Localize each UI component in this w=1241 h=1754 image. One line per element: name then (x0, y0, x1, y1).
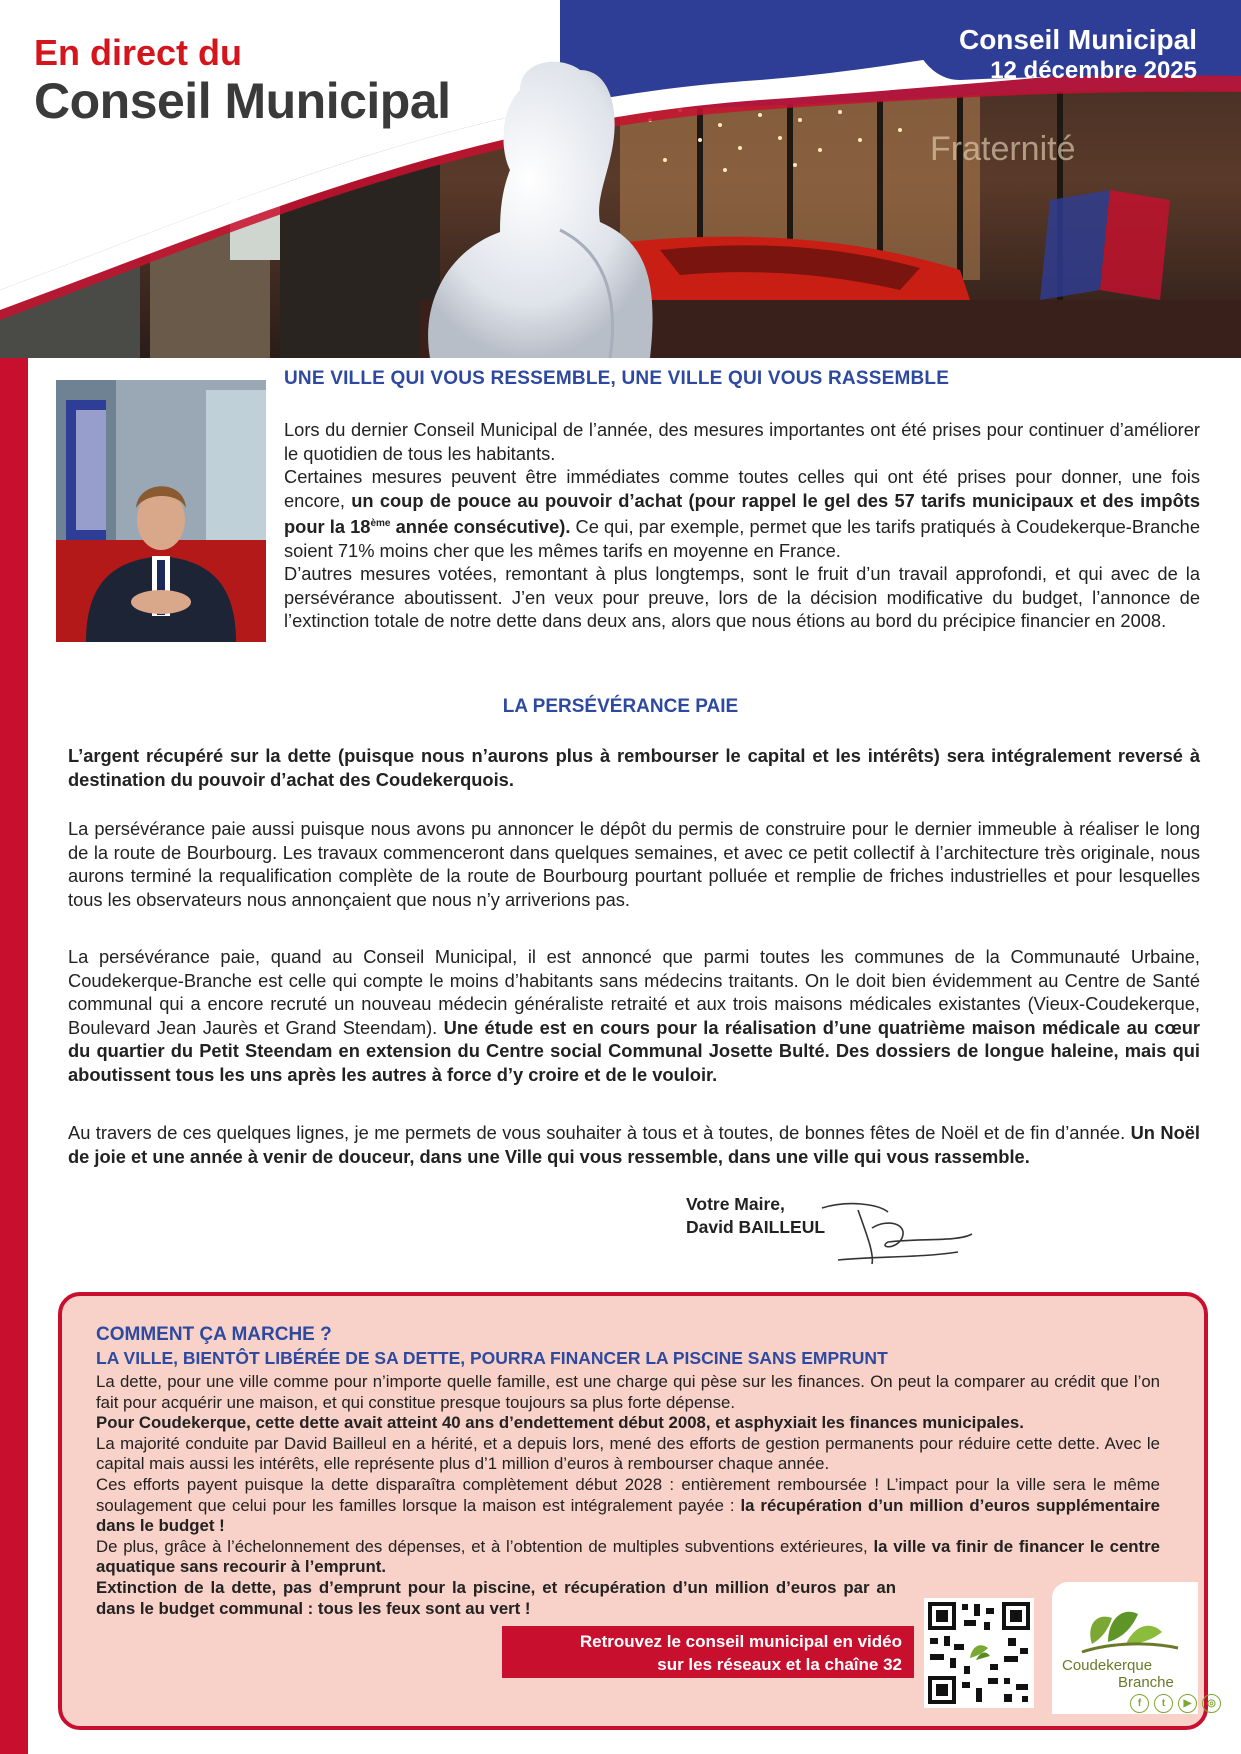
left-red-bar (0, 355, 28, 1754)
video-banner-line: sur les réseaux et la chaîne 32 (657, 1655, 902, 1674)
box-paragraph: La dette, pour une ville comme pour n’importe quelle famille, est une charge qui pèse sur les finances. On peut la comparer au crédit que l’on fait pour acquérir une maison, et qui constitue presque toujours sa plus forte dépense. (96, 1372, 1160, 1412)
paragraph-text: Au travers de ces quelques lignes, je me permets de vous souhaiter à tous et à toutes, de bonnes fêtes de Noël et de fin d’année. (68, 1122, 1131, 1143)
explainer-box (58, 1292, 1216, 1730)
signature-name: David BAILLEUL (686, 1217, 826, 1237)
editorial-paragraph (68, 465, 1200, 562)
event-title: Conseil Municipal (958, 24, 1197, 55)
video-banner-line: Retrouvez le conseil municipal en vidéo (579, 1632, 902, 1651)
box-paragraph: La majorité conduite par David Bailleul en a hérité, et a depuis lors, mené des efforts de gestion permanents pour réduire cette dette. Avec le capital mais aussi les intérêts, elle représente plus d’1 million d’euros à rembourser chaque année. (96, 1433, 1160, 1474)
paragraph-bold-text: la ville va finir de financer le centre aquatique sans recourir à l’emprunt. (96, 1536, 1160, 1577)
qr-code[interactable] (924, 1598, 1034, 1708)
paragraph-text: Ce qui, par exemple, permet que les tarifs pratiqués à Coudekerque-Branche soient 71% moins cher que les mêmes tarifs en moyenne en France. (284, 516, 1200, 561)
handwritten-signature (818, 1198, 978, 1270)
superscript: ème (370, 518, 391, 529)
signature-block (686, 1193, 825, 1239)
event-date: 12 décembre 2025 (990, 57, 1197, 84)
paragraph-text: D’autres mesures votées, remontant à plus longtemps, sont le fruit d’un travail approfondi, et qui avec de la persévérance aboutissent. J’en veux pour preuve, lors de la décision modificative du budget, l’annonce de l’extinction totale de notre dette dans deux ans, alors que nous étions au bord du précipice financier en 2008. (284, 563, 1200, 632)
header-banner (0, 0, 1241, 358)
box-paragraph: Extinction de la dette, pas d’emprunt pour la piscine, et récupération d’un million d’euros par an dans le budget communal : tous les feux sont au vert ! (96, 1577, 896, 1618)
city-logo (1052, 1582, 1216, 1714)
city-logo-leaves-icon (1052, 1582, 1198, 1662)
editorial-paragraph (68, 945, 1200, 1086)
youtube-icon[interactable]: ▶ (1178, 1694, 1197, 1713)
paragraph-text: Ces efforts payent puisque la dette disparaîtra complètement début 2028 : entièrement remboursée ! L’impact pour la ville sera le même soulagement que celui pour les familles lorsque la maison est intégralement payée : (96, 1474, 1160, 1515)
header-kicker: En direct du (34, 32, 243, 73)
box-subheading: LA VILLE, BIENTÔT LIBÉRÉE DE SA DETTE, POURRA FINANCER LA PISCINE SANS EMPRUNT (96, 1348, 888, 1368)
paragraph-bold-text: Un Noël de joie et une année à venir de douceur, dans une Ville qui vous ressemble, dans une ville qui vous rassemble. (68, 1122, 1200, 1167)
signature-title: Votre Maire, (686, 1194, 785, 1214)
paragraph-text: La persévérance paie, quand au Conseil Municipal, il est annoncé que parmi toutes les communes de la Communauté Urbaine, Coudekerque-Branche est celle qui compte le moins d’habitants sans médecins traitants. On le doit bien évidemment au Centre de Santé communal qui a encore recruté un nouveau médecin généraliste retraité et aux trois maisons médicales existantes (Vieux-Coudekerque, Boulevard Jean Jaurès et Grand Steendam). (68, 946, 1200, 1038)
box-heading: COMMENT ÇA MARCHE ? (96, 1324, 332, 1345)
editorial-heading: UNE VILLE QUI VOUS RESSEMBLE, UNE VILLE QUI VOUS RASSEMBLE (284, 368, 950, 389)
city-logo-name: Coudekerque (1062, 1657, 1153, 1674)
editorial-intro (68, 418, 1200, 633)
paragraph-bold-text: la récupération d’un million d’euros supplémentaire dans le budget ! (96, 1495, 1160, 1536)
instagram-icon[interactable]: ◎ (1202, 1694, 1221, 1713)
twitter-icon[interactable]: t (1154, 1694, 1173, 1713)
editorial-paragraph: L’argent récupéré sur la dette (puisque nous n’aurons plus à rembourser le capital et les intérêts) sera intégralement reversé à destination du pouvoir d’achat des Coudekerquois. (68, 745, 1200, 790)
paragraph-text: De plus, grâce à l’échelonnement des dépenses, et à l’obtention de multiples subventions extérieures, (96, 1536, 874, 1556)
box-body (96, 1372, 1160, 1619)
box-paragraph (96, 1537, 1160, 1578)
box-paragraph (96, 1475, 1160, 1537)
editorial-subheading: LA PERSÉVÉRANCE PAIE (502, 696, 739, 717)
paragraph-bold-text: année consécutive). (390, 516, 571, 538)
photo-sign-text: Fraternité (930, 130, 1076, 168)
paragraph-bold-text: un coup de pouce au pouvoir d’achat (pour rappel le gel des 57 tarifs municipaux et des impôts pour la 18 (284, 489, 1201, 538)
video-banner (502, 1626, 914, 1678)
paragraph-text: Certaines mesures peuvent être immédiates comme toutes celles qui ont été prises pour donner, une fois encore, (284, 466, 1200, 511)
intro-text: Lors du dernier Conseil Municipal de l’année, des mesures importantes ont été prises pour continuer d’améliorer le quotidien de tous les habitants. (284, 419, 1200, 464)
city-logo-name: Branche (1118, 1674, 1174, 1691)
social-icons (1130, 1694, 1221, 1713)
facebook-icon[interactable]: f (1130, 1694, 1149, 1713)
editorial-paragraph (68, 1121, 1200, 1168)
editorial-paragraph (68, 562, 1200, 633)
header-title: Conseil Municipal (34, 73, 451, 129)
paragraph-bold-text: Une étude est en cours pour la réalisation d’une quatrième maison médicale au cœur du quartier du Petit Steendam en extension du Centre social Communal Josette Bulté. Des dossiers de longue haleine, mais qui aboutissent tous les uns après les autres à force d’y croire et de le vouloir. (68, 1016, 1200, 1085)
editorial-paragraph: La persévérance paie aussi puisque nous avons pu annoncer le dépôt du permis de construire pour le dernier immeuble à réaliser le long de la route de Bourbourg. Les travaux commenceront dans quelques semaines, et avec ce petit collectif à l’architecture très originale, nous aurons terminé la requalification complète de la route de Bourbourg pourtant polluée et remplie de friches industrielles et pour lesquelles tous les observateurs nous annonçaient que nous n’y arriverions pas. (68, 818, 1200, 910)
box-paragraph: Pour Coudekerque, cette dette avait atteint 40 ans d’endettement début 2008, et asphyxiait les finances municipales. (96, 1413, 1024, 1433)
event-info (959, 24, 1197, 86)
editorial-paragraph (68, 418, 1200, 465)
